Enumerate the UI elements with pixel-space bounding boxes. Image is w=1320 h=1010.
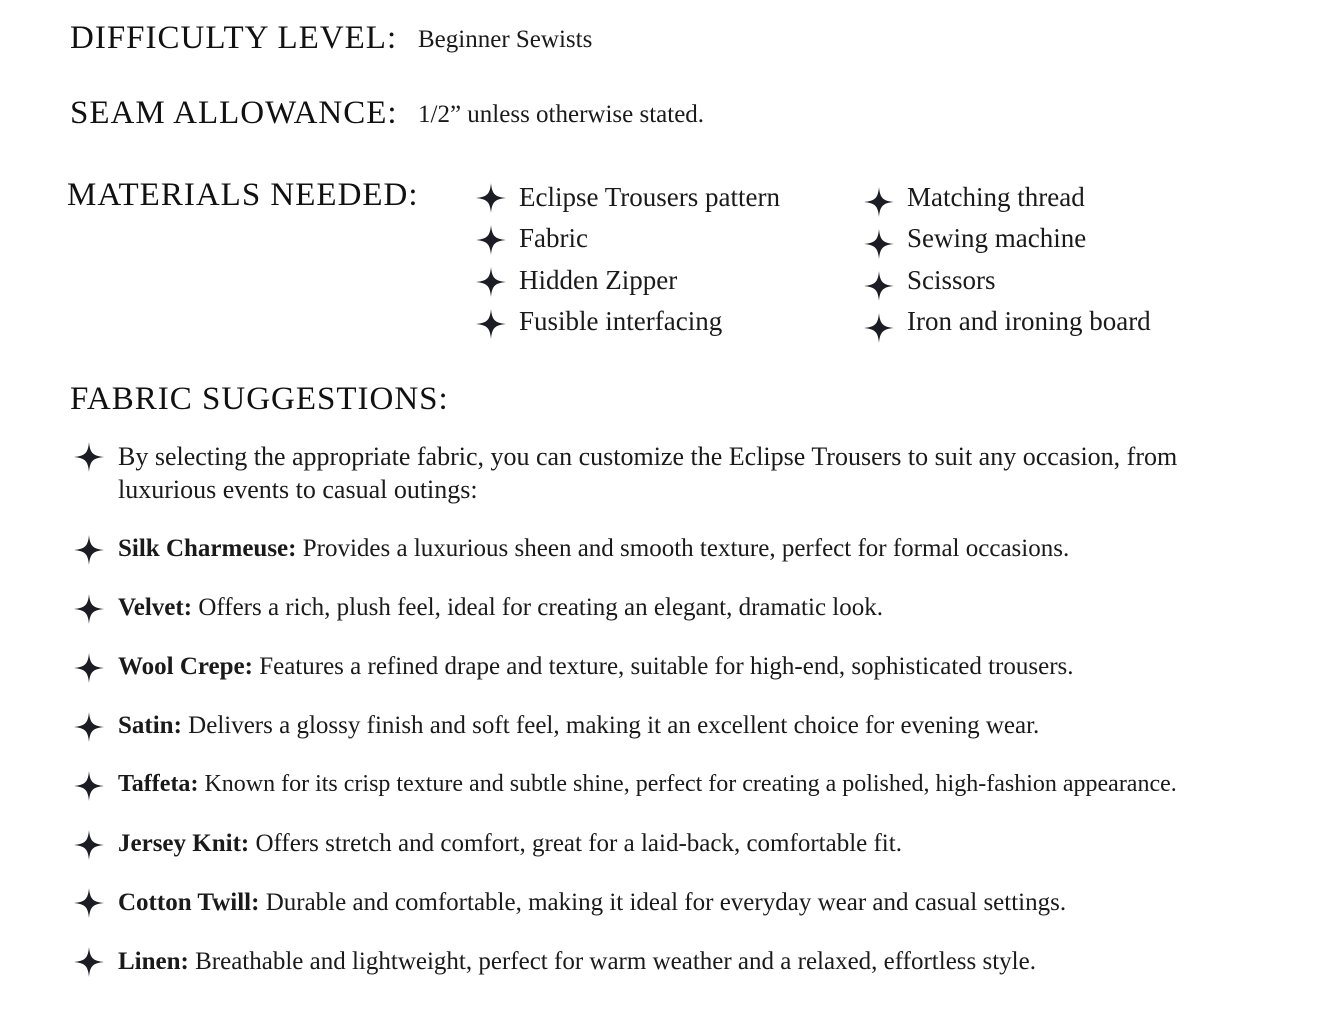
material-item: Fabric xyxy=(519,223,588,253)
four-point-star-icon xyxy=(864,271,894,301)
four-point-star-icon xyxy=(74,771,104,801)
fabric-description: Breathable and lightweight, perfect for warm weather and a relaxed, effortless style. xyxy=(195,948,1036,975)
four-point-star-icon xyxy=(476,183,506,213)
fabric-suggestions-label: FABRIC SUGGESTIONS: xyxy=(70,381,449,417)
four-point-star-icon xyxy=(864,187,894,217)
fabric-name: Velvet xyxy=(118,594,184,621)
four-point-star-icon xyxy=(476,309,506,339)
material-item: Iron and ironing board xyxy=(907,306,1151,336)
four-point-star-icon xyxy=(864,313,894,343)
fabric-description: Offers a rich, plush feel, ideal for creating an elegant, dramatic look. xyxy=(198,594,883,621)
four-point-star-icon xyxy=(74,947,104,977)
fabric-item: Silk Charmeuse: Provides a luxurious sheen and smooth texture, perfect for formal occasions. xyxy=(118,535,1070,562)
material-item: Sewing machine xyxy=(907,223,1087,253)
fabric-item: Linen: Breathable and lightweight, perfect for warm weather and a relaxed, effortless style. xyxy=(118,948,1036,975)
four-point-star-icon xyxy=(74,442,104,472)
fabric-name: Taffeta xyxy=(118,771,191,797)
material-item: Hidden Zipper xyxy=(519,265,678,295)
fabric-name: Wool Crepe xyxy=(118,653,245,680)
fabric-description: Delivers a glossy finish and soft feel, making it an excellent choice for evening wear. xyxy=(188,712,1040,739)
fabric-intro: By selecting the appropriate fabric, you can customize the Eclipse Trousers to suit any occasion, from luxurious events to casual outings: xyxy=(118,442,1178,504)
fabric-name: Linen xyxy=(118,948,181,975)
seam-allowance-label: SEAM ALLOWANCE: xyxy=(70,95,398,131)
fabric-description: Features a refined drape and texture, suitable for high-end, sophisticated trousers. xyxy=(259,653,1074,680)
fabric-item: Velvet: Offers a rich, plush feel, ideal for creating an elegant, dramatic look. xyxy=(118,594,883,621)
fabric-description: Durable and comfortable, making it ideal for everyday wear and casual settings. xyxy=(265,889,1067,916)
materials-label: MATERIALS NEEDED: xyxy=(67,177,419,213)
fabric-item: Jersey Knit: Offers stretch and comfort, great for a laid-back, comfortable fit. xyxy=(118,830,902,857)
fabric-name: Jersey Knit xyxy=(118,830,241,857)
fabric-description: Known for its crisp texture and subtle shine, perfect for creating a polished, high-fashion appearance. xyxy=(204,771,1177,797)
four-point-star-icon xyxy=(74,712,104,742)
four-point-star-icon xyxy=(476,267,506,297)
four-point-star-icon xyxy=(74,830,104,860)
fabric-item: Taffeta: Known for its crisp texture and subtle shine, perfect for creating a polished, high-fashion appearance. xyxy=(118,771,1177,797)
fabric-item: Cotton Twill: Durable and comfortable, making it ideal for everyday wear and casual settings. xyxy=(118,889,1067,916)
difficulty-value: Beginner Sewists xyxy=(418,26,593,53)
fabric-name: Satin xyxy=(118,712,174,739)
material-item: Scissors xyxy=(907,265,996,295)
four-point-star-icon xyxy=(74,653,104,683)
four-point-star-icon xyxy=(476,225,506,255)
four-point-star-icon xyxy=(74,535,104,565)
fabric-name: Cotton Twill xyxy=(118,889,252,916)
four-point-star-icon xyxy=(74,888,104,918)
fabric-name: Silk Charmeuse xyxy=(118,535,289,562)
difficulty-label: DIFFICULTY LEVEL: xyxy=(70,20,398,56)
fabric-description: Offers stretch and comfort, great for a laid-back, comfortable fit. xyxy=(255,830,902,857)
material-item: Fusible interfacing xyxy=(519,306,723,336)
material-item: Eclipse Trousers pattern xyxy=(519,182,780,212)
four-point-star-icon xyxy=(864,229,894,259)
fabric-description: Provides a luxurious sheen and smooth texture, perfect for formal occasions. xyxy=(302,535,1070,562)
seam-allowance-value: 1/2” unless otherwise stated. xyxy=(418,101,705,128)
four-point-star-icon xyxy=(74,594,104,624)
material-item: Matching thread xyxy=(907,182,1085,212)
fabric-item: Wool Crepe: Features a refined drape and texture, suitable for high-end, sophisticated trousers. xyxy=(118,653,1074,680)
fabric-item: Satin: Delivers a glossy finish and soft feel, making it an excellent choice for evening wear. xyxy=(118,712,1040,739)
